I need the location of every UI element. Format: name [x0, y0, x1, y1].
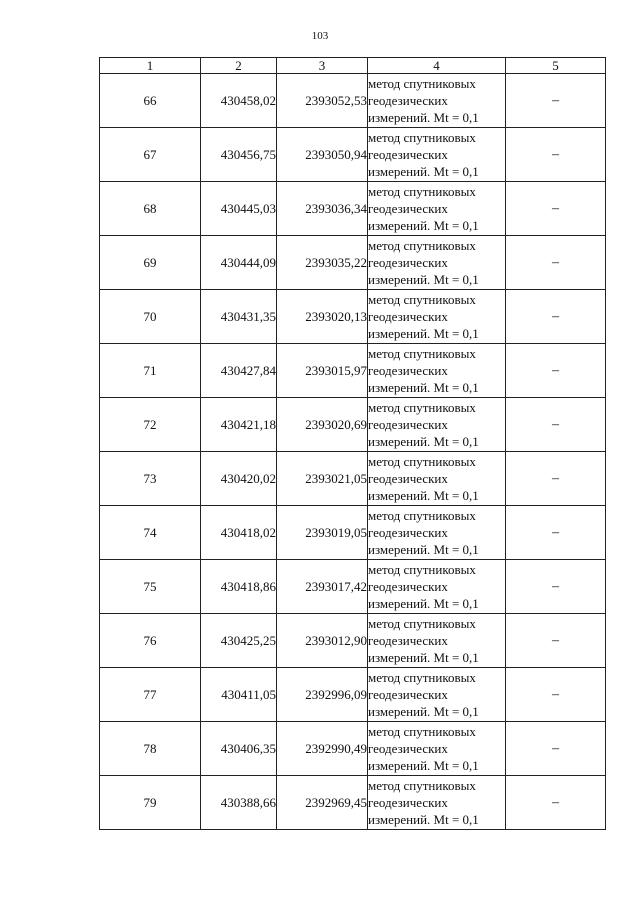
x-coordinate-cell: 430458,02: [201, 74, 277, 128]
page-number: 103: [311, 30, 329, 42]
y-coordinate-cell: 2393015,97: [277, 344, 368, 398]
method-line-2: геодезических: [368, 255, 448, 270]
method-cell: [368, 74, 506, 128]
table-body: [100, 74, 606, 830]
note-cell: –: [506, 398, 606, 452]
point-number-cell: 76: [100, 614, 201, 668]
method-cell: [368, 398, 506, 452]
x-coordinate-cell: 430427,84: [201, 344, 277, 398]
method-line-3: измерений. Mt = 0,1: [368, 110, 479, 125]
y-coordinate-cell: 2393020,13: [277, 290, 368, 344]
note-cell: –: [506, 776, 606, 830]
point-number-cell: 78: [100, 722, 201, 776]
method-line-3: измерений. Mt = 0,1: [368, 434, 479, 449]
coordinates-table: [99, 57, 606, 830]
note-cell: –: [506, 74, 606, 128]
y-coordinate-cell: 2393052,53: [277, 74, 368, 128]
method-cell: [368, 128, 506, 182]
method-line-1: метод спутниковых: [368, 670, 476, 685]
method-line-1: метод спутниковых: [368, 292, 476, 307]
point-number-cell: 71: [100, 344, 201, 398]
table-row: [100, 722, 606, 776]
table-header-row: [100, 58, 606, 74]
table-row: [100, 560, 606, 614]
method-line-2: геодезических: [368, 687, 448, 702]
method-line-2: геодезических: [368, 201, 448, 216]
method-line-1: метод спутниковых: [368, 238, 476, 253]
column-header-3: 3: [277, 58, 368, 74]
x-coordinate-cell: 430418,86: [201, 560, 277, 614]
method-cell: [368, 452, 506, 506]
method-line-2: геодезических: [368, 741, 448, 756]
method-cell: [368, 182, 506, 236]
table-row: [100, 236, 606, 290]
y-coordinate-cell: 2393020,69: [277, 398, 368, 452]
method-line-1: метод спутниковых: [368, 724, 476, 739]
method-line-1: метод спутниковых: [368, 346, 476, 361]
method-line-2: геодезических: [368, 525, 448, 540]
note-cell: –: [506, 614, 606, 668]
method-line-3: измерений. Mt = 0,1: [368, 758, 479, 773]
table-row: [100, 398, 606, 452]
x-coordinate-cell: 430456,75: [201, 128, 277, 182]
x-coordinate-cell: 430425,25: [201, 614, 277, 668]
y-coordinate-cell: 2393050,94: [277, 128, 368, 182]
table-row: [100, 506, 606, 560]
method-line-3: измерений. Mt = 0,1: [368, 812, 479, 827]
note-cell: –: [506, 236, 606, 290]
point-number-cell: 67: [100, 128, 201, 182]
method-line-3: измерений. Mt = 0,1: [368, 326, 479, 341]
note-cell: –: [506, 344, 606, 398]
x-coordinate-cell: 430421,18: [201, 398, 277, 452]
y-coordinate-cell: 2393036,34: [277, 182, 368, 236]
point-number-cell: 68: [100, 182, 201, 236]
table-row: [100, 776, 606, 830]
point-number-cell: 77: [100, 668, 201, 722]
note-cell: –: [506, 560, 606, 614]
method-line-2: геодезических: [368, 795, 448, 810]
y-coordinate-cell: 2392969,45: [277, 776, 368, 830]
method-cell: [368, 614, 506, 668]
method-line-2: геодезических: [368, 309, 448, 324]
method-line-3: измерений. Mt = 0,1: [368, 218, 479, 233]
method-line-1: метод спутниковых: [368, 616, 476, 631]
method-cell: [368, 668, 506, 722]
method-cell: [368, 506, 506, 560]
method-cell: [368, 236, 506, 290]
note-cell: –: [506, 290, 606, 344]
x-coordinate-cell: 430388,66: [201, 776, 277, 830]
note-cell: –: [506, 506, 606, 560]
method-line-3: измерений. Mt = 0,1: [368, 164, 479, 179]
y-coordinate-cell: 2393017,42: [277, 560, 368, 614]
column-header-2: 2: [201, 58, 277, 74]
x-coordinate-cell: 430445,03: [201, 182, 277, 236]
method-line-2: геодезических: [368, 579, 448, 594]
note-cell: –: [506, 668, 606, 722]
table-row: [100, 290, 606, 344]
method-line-1: метод спутниковых: [368, 508, 476, 523]
method-line-3: измерений. Mt = 0,1: [368, 596, 479, 611]
method-line-3: измерений. Mt = 0,1: [368, 488, 479, 503]
y-coordinate-cell: 2393021,05: [277, 452, 368, 506]
point-number-cell: 79: [100, 776, 201, 830]
method-line-1: метод спутниковых: [368, 184, 476, 199]
column-header-4: 4: [368, 58, 506, 74]
method-line-1: метод спутниковых: [368, 76, 476, 91]
method-line-3: измерений. Mt = 0,1: [368, 380, 479, 395]
y-coordinate-cell: 2392996,09: [277, 668, 368, 722]
point-number-cell: 66: [100, 74, 201, 128]
point-number-cell: 70: [100, 290, 201, 344]
x-coordinate-cell: 430411,05: [201, 668, 277, 722]
table-row: [100, 614, 606, 668]
x-coordinate-cell: 430418,02: [201, 506, 277, 560]
method-line-3: измерений. Mt = 0,1: [368, 542, 479, 557]
y-coordinate-cell: 2393019,05: [277, 506, 368, 560]
point-number-cell: 74: [100, 506, 201, 560]
method-line-1: метод спутниковых: [368, 778, 476, 793]
y-coordinate-cell: 2393012,90: [277, 614, 368, 668]
method-line-2: геодезических: [368, 93, 448, 108]
method-line-3: измерений. Mt = 0,1: [368, 272, 479, 287]
x-coordinate-cell: 430444,09: [201, 236, 277, 290]
x-coordinate-cell: 430406,35: [201, 722, 277, 776]
method-line-3: измерений. Mt = 0,1: [368, 704, 479, 719]
column-header-1: 1: [100, 58, 201, 74]
y-coordinate-cell: 2392990,49: [277, 722, 368, 776]
note-cell: –: [506, 452, 606, 506]
method-cell: [368, 560, 506, 614]
method-line-1: метод спутниковых: [368, 400, 476, 415]
column-header-5: 5: [506, 58, 606, 74]
method-line-1: метод спутниковых: [368, 130, 476, 145]
method-line-2: геодезических: [368, 363, 448, 378]
y-coordinate-cell: 2393035,22: [277, 236, 368, 290]
point-number-cell: 73: [100, 452, 201, 506]
method-line-1: метод спутниковых: [368, 562, 476, 577]
note-cell: –: [506, 128, 606, 182]
table-row: [100, 182, 606, 236]
method-line-2: геодезических: [368, 471, 448, 486]
x-coordinate-cell: 430431,35: [201, 290, 277, 344]
method-line-2: геодезических: [368, 633, 448, 648]
method-line-2: геодезических: [368, 417, 448, 432]
x-coordinate-cell: 430420,02: [201, 452, 277, 506]
note-cell: –: [506, 182, 606, 236]
method-line-1: метод спутниковых: [368, 454, 476, 469]
table-row: [100, 344, 606, 398]
point-number-cell: 72: [100, 398, 201, 452]
point-number-cell: 75: [100, 560, 201, 614]
point-number-cell: 69: [100, 236, 201, 290]
method-cell: [368, 722, 506, 776]
method-line-2: геодезических: [368, 147, 448, 162]
method-cell: [368, 344, 506, 398]
table-row: [100, 668, 606, 722]
table-row: [100, 128, 606, 182]
note-cell: –: [506, 722, 606, 776]
method-cell: [368, 776, 506, 830]
table-row: [100, 452, 606, 506]
table-row: [100, 74, 606, 128]
method-line-3: измерений. Mt = 0,1: [368, 650, 479, 665]
method-cell: [368, 290, 506, 344]
